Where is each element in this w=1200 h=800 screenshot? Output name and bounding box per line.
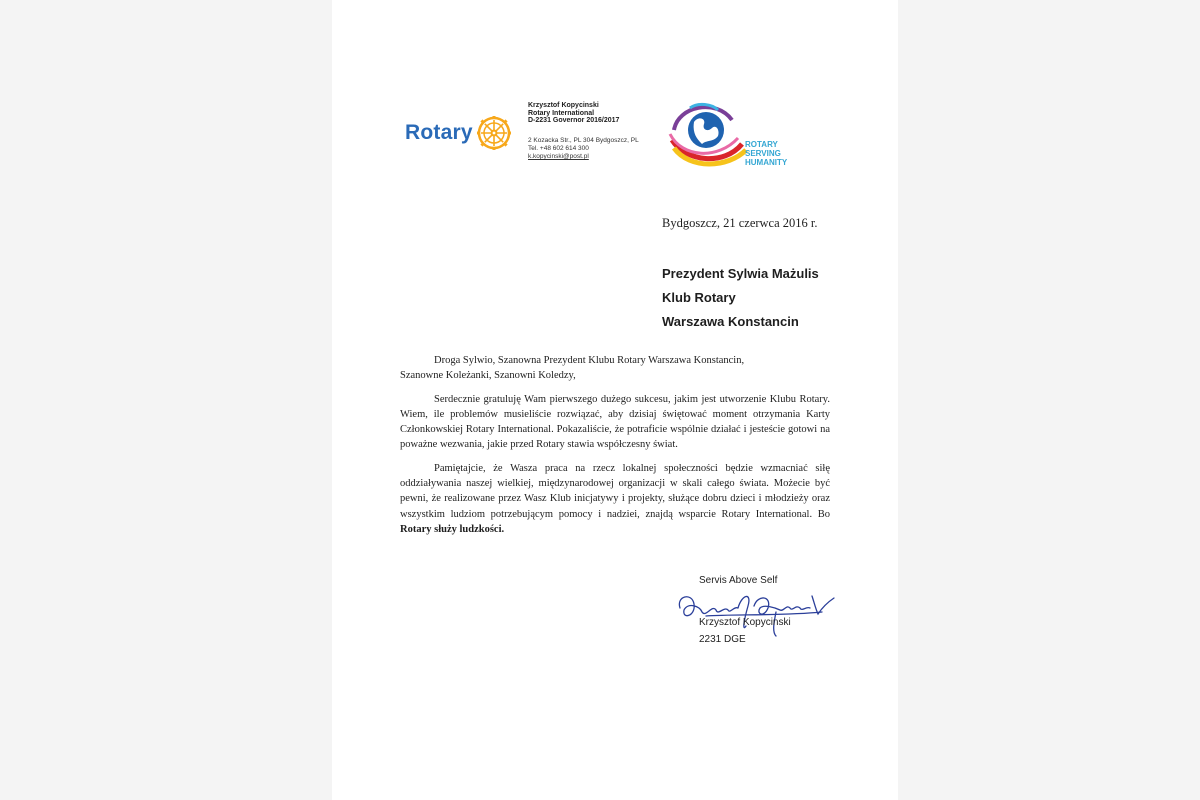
recipient-city: Warszawa Konstancin	[662, 314, 799, 329]
paragraph-1: Serdecznie gratuluję Wam pierwszego dużego sukcesu, jakim jest utworzenie Klubu Rotary. Wiem, ile problemów musieliście rozwiązać, aby dzisiaj świętować moment otrzymania Karty Członkowskiej Rotary International. Pokazaliście, że potraficie wspólnie działać i jesteście gotowi na poważne wezwania, jakie przed Rotary stawia współczesny świat.	[400, 393, 830, 451]
rotary-logo-text: Rotary	[405, 121, 473, 144]
recipient-name: Prezydent Sylwia Mażulis	[662, 266, 819, 281]
governor-email[interactable]: k.kopycinski@post.pl	[528, 153, 589, 160]
recipient-club: Klub Rotary	[662, 290, 736, 305]
motto: Servis Above Self	[699, 575, 778, 586]
tagline-line-2: SERVING	[745, 149, 781, 158]
governor-contact	[528, 137, 639, 161]
rotary-wheel-icon	[477, 116, 511, 150]
rotary-serving-humanity-tagline	[745, 140, 787, 167]
governor-district: D-2231 Governor 2016/2017	[528, 117, 620, 124]
signer-name: Krzysztof Kopycinski	[699, 617, 791, 628]
greeting-line-2: Szanowne Koleżanki, Szanowni Koledzy,	[400, 370, 576, 382]
signer-block	[699, 614, 791, 648]
tagline-line-3: HUMANITY	[745, 158, 788, 167]
governor-name: Krzysztof Kopycinski	[528, 102, 599, 109]
tagline-line-1: ROTARY	[745, 140, 778, 149]
letter-date: Bydgoszcz, 21 czerwca 2016 r.	[662, 216, 818, 230]
governor-phone: Tel. +48 602 614 300	[528, 145, 589, 152]
governor-org: Rotary International	[528, 109, 595, 117]
paragraph-2-bold-text: Rotary służy ludzkości.	[400, 523, 505, 535]
paragraph-2	[400, 461, 830, 537]
recipient-block	[662, 262, 819, 334]
greeting-line-1: Droga Sylwio, Szanowna Prezydent Klubu Rotary Warszawa Konstancin,	[434, 355, 745, 366]
governor-address: 2 Kozacka Str., PL 304 Bydgoszcz, PL	[528, 137, 639, 144]
governor-block	[528, 102, 619, 125]
rotary-serving-humanity-globe-logo	[668, 100, 750, 170]
letter-body	[400, 353, 830, 545]
signer-title: 2231 DGE	[699, 634, 746, 645]
greeting	[400, 353, 830, 384]
paragraph-2-text: Pamiętajcie, że Wasza praca na rzecz lokalnej społeczności będzie wzmacniać siłę oddziaływania naszej wielkiej, międzynarodowej organizacji w skali całego świata. Możecie być pewni, że realizowane przez Wasz Klub inicjatywy i projekty, służące dobru dzieci i młodzieży oraz wszystkim ludziom potrzebującym pomocy i nadziei, znajdą wsparcie Rotary International. Bo	[400, 462, 830, 520]
letter-page	[332, 0, 898, 800]
